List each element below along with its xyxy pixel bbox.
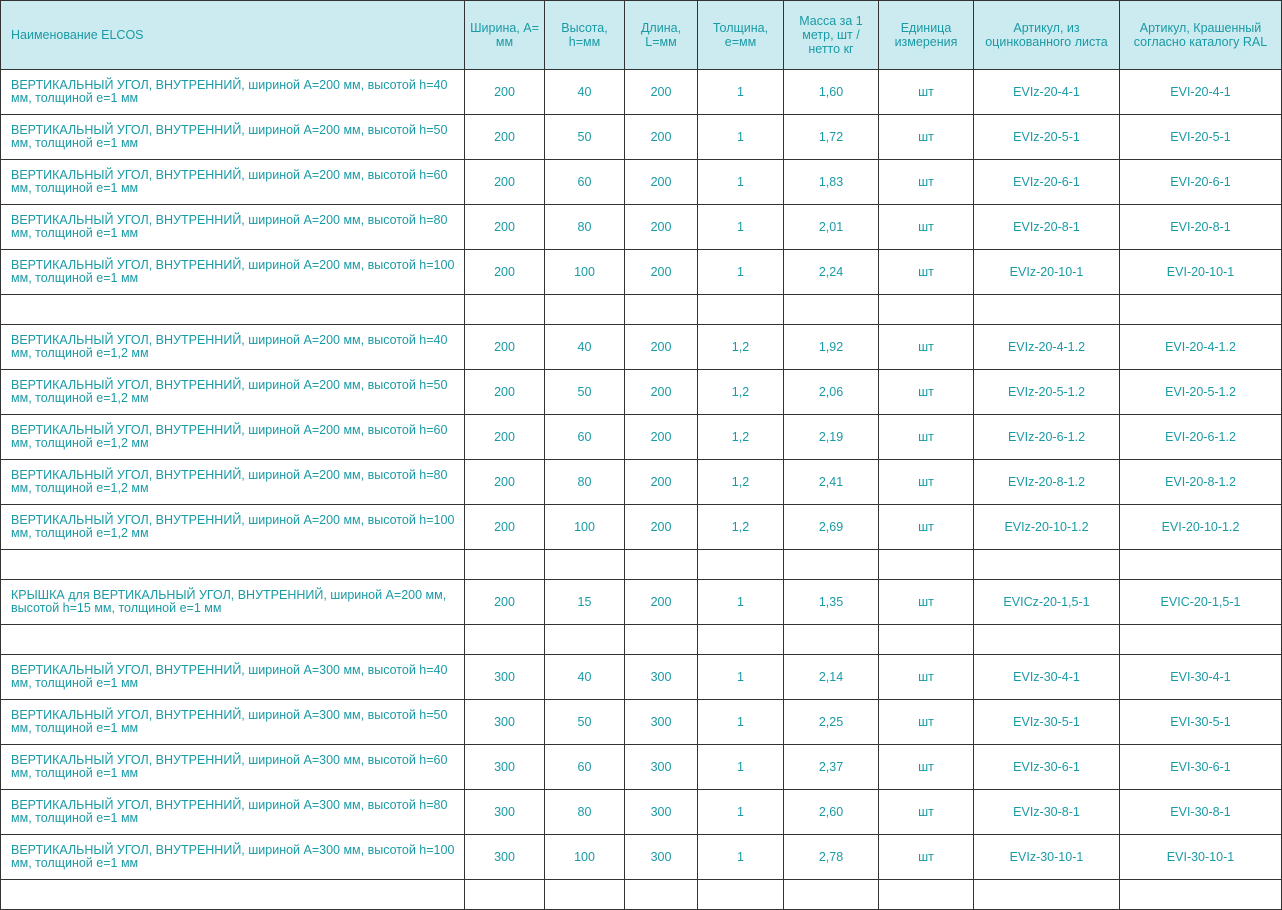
empty-cell <box>465 880 545 910</box>
cell-article-ral: EVI-20-4-1 <box>1120 70 1282 115</box>
cell-name: ВЕРТИКАЛЬНЫЙ УГОЛ, ВНУТРЕННИЙ, шириной А=200 мм, высотой h=40 мм, толщиной е=1 мм <box>1 70 465 115</box>
cell-length: 200 <box>625 370 698 415</box>
empty-cell <box>698 880 784 910</box>
cell-height: 40 <box>545 70 625 115</box>
cell-unit: шт <box>879 70 974 115</box>
cell-thickness: 1,2 <box>698 505 784 550</box>
cell-length: 200 <box>625 325 698 370</box>
cell-length: 300 <box>625 655 698 700</box>
cell-thickness: 1,2 <box>698 460 784 505</box>
cell-height: 100 <box>545 505 625 550</box>
cell-article-ral: EVI-30-8-1 <box>1120 790 1282 835</box>
cell-article-ral: EVI-20-8-1.2 <box>1120 460 1282 505</box>
empty-cell <box>698 625 784 655</box>
cell-thickness: 1,2 <box>698 370 784 415</box>
cell-length: 200 <box>625 205 698 250</box>
cell-article-zinc: EVIz-30-5-1 <box>974 700 1120 745</box>
table-row <box>1 415 1282 460</box>
cell-name: ВЕРТИКАЛЬНЫЙ УГОЛ, ВНУТРЕННИЙ, шириной А=300 мм, высотой h=80 мм, толщиной е=1 мм <box>1 790 465 835</box>
cell-mass: 1,83 <box>784 160 879 205</box>
cell-article-zinc: EVIz-20-10-1.2 <box>974 505 1120 550</box>
cell-thickness: 1 <box>698 580 784 625</box>
spacer-row <box>1 295 1282 325</box>
cell-name: ВЕРТИКАЛЬНЫЙ УГОЛ, ВНУТРЕННИЙ, шириной А=200 мм, высотой h=40 мм, толщиной е=1,2 мм <box>1 325 465 370</box>
table-row <box>1 835 1282 880</box>
cell-width: 200 <box>465 460 545 505</box>
cell-article-ral: EVI-30-4-1 <box>1120 655 1282 700</box>
table-row <box>1 505 1282 550</box>
cell-length: 200 <box>625 250 698 295</box>
header-row <box>1 1 1282 70</box>
cell-width: 300 <box>465 700 545 745</box>
cell-width: 200 <box>465 370 545 415</box>
cell-article-ral: EVI-30-10-1 <box>1120 835 1282 880</box>
empty-cell <box>1 880 465 910</box>
cell-height: 80 <box>545 790 625 835</box>
cell-mass: 2,41 <box>784 460 879 505</box>
cell-name: ВЕРТИКАЛЬНЫЙ УГОЛ, ВНУТРЕННИЙ, шириной А=300 мм, высотой h=40 мм, толщиной е=1 мм <box>1 655 465 700</box>
cell-height: 50 <box>545 370 625 415</box>
table-row <box>1 370 1282 415</box>
cell-unit: шт <box>879 415 974 460</box>
cell-article-zinc: EVIz-20-8-1 <box>974 205 1120 250</box>
cell-length: 200 <box>625 160 698 205</box>
table-row <box>1 580 1282 625</box>
cell-height: 100 <box>545 250 625 295</box>
cell-article-zinc: EVIz-20-6-1.2 <box>974 415 1120 460</box>
empty-cell <box>625 550 698 580</box>
cell-unit: шт <box>879 160 974 205</box>
empty-cell <box>1120 880 1282 910</box>
cell-name: ВЕРТИКАЛЬНЫЙ УГОЛ, ВНУТРЕННИЙ, шириной А=200 мм, высотой h=50 мм, толщиной е=1,2 мм <box>1 370 465 415</box>
empty-cell <box>974 295 1120 325</box>
cell-thickness: 1 <box>698 655 784 700</box>
cell-height: 50 <box>545 700 625 745</box>
cell-article-zinc: EVIz-20-6-1 <box>974 160 1120 205</box>
cell-height: 60 <box>545 745 625 790</box>
cell-article-zinc: EVIz-20-4-1 <box>974 70 1120 115</box>
cell-article-ral: EVI-20-10-1 <box>1120 250 1282 295</box>
cell-width: 200 <box>465 250 545 295</box>
cell-mass: 1,92 <box>784 325 879 370</box>
cell-height: 60 <box>545 415 625 460</box>
cell-unit: шт <box>879 700 974 745</box>
table-header <box>1 1 1282 70</box>
table-row <box>1 250 1282 295</box>
cell-width: 200 <box>465 325 545 370</box>
cell-unit: шт <box>879 505 974 550</box>
spacer-row <box>1 550 1282 580</box>
cell-width: 200 <box>465 205 545 250</box>
cell-thickness: 1 <box>698 115 784 160</box>
cell-article-zinc: EVIz-20-4-1.2 <box>974 325 1120 370</box>
table-row <box>1 70 1282 115</box>
cell-article-ral: EVI-20-5-1.2 <box>1120 370 1282 415</box>
cell-mass: 1,72 <box>784 115 879 160</box>
empty-cell <box>625 295 698 325</box>
empty-cell <box>545 625 625 655</box>
cell-height: 60 <box>545 160 625 205</box>
cell-unit: шт <box>879 745 974 790</box>
empty-cell <box>974 550 1120 580</box>
cell-thickness: 1 <box>698 745 784 790</box>
empty-cell <box>974 625 1120 655</box>
cell-mass: 2,14 <box>784 655 879 700</box>
cell-length: 200 <box>625 505 698 550</box>
cell-thickness: 1,2 <box>698 325 784 370</box>
cell-article-zinc: EVICz-20-1,5-1 <box>974 580 1120 625</box>
cell-name: ВЕРТИКАЛЬНЫЙ УГОЛ, ВНУТРЕННИЙ, шириной А=300 мм, высотой h=50 мм, толщиной е=1 мм <box>1 700 465 745</box>
empty-cell <box>1120 295 1282 325</box>
cell-article-zinc: EVIz-20-5-1.2 <box>974 370 1120 415</box>
cell-width: 300 <box>465 655 545 700</box>
cell-width: 200 <box>465 580 545 625</box>
cell-name: ВЕРТИКАЛЬНЫЙ УГОЛ, ВНУТРЕННИЙ, шириной А=200 мм, высотой h=50 мм, толщиной е=1 мм <box>1 115 465 160</box>
cell-mass: 1,35 <box>784 580 879 625</box>
cell-width: 200 <box>465 160 545 205</box>
cell-height: 100 <box>545 835 625 880</box>
cell-article-zinc: EVIz-20-8-1.2 <box>974 460 1120 505</box>
cell-article-ral: EVI-20-10-1.2 <box>1120 505 1282 550</box>
table-row <box>1 115 1282 160</box>
cell-width: 300 <box>465 835 545 880</box>
table-row <box>1 205 1282 250</box>
cell-height: 50 <box>545 115 625 160</box>
cell-unit: шт <box>879 790 974 835</box>
empty-cell <box>545 550 625 580</box>
empty-cell <box>1 295 465 325</box>
empty-cell <box>465 295 545 325</box>
cell-thickness: 1 <box>698 70 784 115</box>
table-body <box>1 70 1282 910</box>
cell-mass: 2,01 <box>784 205 879 250</box>
cell-mass: 2,19 <box>784 415 879 460</box>
header-name: Наименование ELCOS <box>1 1 465 70</box>
empty-cell <box>698 550 784 580</box>
empty-cell <box>974 880 1120 910</box>
cell-width: 200 <box>465 505 545 550</box>
empty-cell <box>465 625 545 655</box>
table-row <box>1 700 1282 745</box>
cell-mass: 2,78 <box>784 835 879 880</box>
cell-length: 300 <box>625 700 698 745</box>
cell-length: 200 <box>625 415 698 460</box>
cell-article-zinc: EVIz-30-4-1 <box>974 655 1120 700</box>
table-row <box>1 790 1282 835</box>
header-thickness: Толщина, е=мм <box>698 1 784 70</box>
empty-cell <box>625 625 698 655</box>
empty-cell <box>698 295 784 325</box>
cell-thickness: 1 <box>698 790 784 835</box>
cell-name: ВЕРТИКАЛЬНЫЙ УГОЛ, ВНУТРЕННИЙ, шириной А=200 мм, высотой h=80 мм, толщиной е=1 мм <box>1 205 465 250</box>
cell-thickness: 1 <box>698 250 784 295</box>
empty-cell <box>545 880 625 910</box>
cell-thickness: 1 <box>698 835 784 880</box>
cell-unit: шт <box>879 115 974 160</box>
table-row <box>1 160 1282 205</box>
cell-article-zinc: EVIz-30-10-1 <box>974 835 1120 880</box>
cell-unit: шт <box>879 205 974 250</box>
cell-thickness: 1,2 <box>698 415 784 460</box>
cell-unit: шт <box>879 655 974 700</box>
cell-unit: шт <box>879 580 974 625</box>
cell-unit: шт <box>879 325 974 370</box>
cell-article-zinc: EVIz-30-6-1 <box>974 745 1120 790</box>
empty-cell <box>545 295 625 325</box>
empty-cell <box>1120 625 1282 655</box>
cell-length: 300 <box>625 790 698 835</box>
cell-name: ВЕРТИКАЛЬНЫЙ УГОЛ, ВНУТРЕННИЙ, шириной А=200 мм, высотой h=60 мм, толщиной е=1 мм <box>1 160 465 205</box>
cell-mass: 2,60 <box>784 790 879 835</box>
cell-name: ВЕРТИКАЛЬНЫЙ УГОЛ, ВНУТРЕННИЙ, шириной А=200 мм, высотой h=100 мм, толщиной е=1 мм <box>1 250 465 295</box>
empty-cell <box>784 295 879 325</box>
cell-unit: шт <box>879 370 974 415</box>
empty-cell <box>879 625 974 655</box>
empty-cell <box>465 550 545 580</box>
cell-length: 200 <box>625 460 698 505</box>
empty-cell <box>879 550 974 580</box>
empty-row <box>1 880 1282 910</box>
header-article-ral: Артикул, Крашенный согласно каталогу RAL <box>1120 1 1282 70</box>
cell-width: 200 <box>465 115 545 160</box>
cell-height: 40 <box>545 325 625 370</box>
cell-length: 200 <box>625 115 698 160</box>
cell-mass: 2,25 <box>784 700 879 745</box>
table-row <box>1 655 1282 700</box>
cell-article-zinc: EVIz-30-8-1 <box>974 790 1120 835</box>
empty-cell <box>1 625 465 655</box>
cell-name: ВЕРТИКАЛЬНЫЙ УГОЛ, ВНУТРЕННИЙ, шириной А=200 мм, высотой h=80 мм, толщиной е=1,2 мм <box>1 460 465 505</box>
cell-mass: 2,37 <box>784 745 879 790</box>
empty-cell <box>784 625 879 655</box>
cell-name: ВЕРТИКАЛЬНЫЙ УГОЛ, ВНУТРЕННИЙ, шириной А=200 мм, высотой h=100 мм, толщиной е=1,2 мм <box>1 505 465 550</box>
cell-name: КРЫШКА для ВЕРТИКАЛЬНЫЙ УГОЛ, ВНУТРЕННИЙ, шириной А=200 мм, высотой h=15 мм, толщиной е=1 мм <box>1 580 465 625</box>
cell-article-ral: EVI-20-6-1.2 <box>1120 415 1282 460</box>
cell-length: 300 <box>625 745 698 790</box>
table-row <box>1 460 1282 505</box>
cell-article-ral: EVI-30-6-1 <box>1120 745 1282 790</box>
cell-mass: 2,06 <box>784 370 879 415</box>
cell-length: 300 <box>625 835 698 880</box>
cell-thickness: 1 <box>698 700 784 745</box>
cell-mass: 2,24 <box>784 250 879 295</box>
cell-width: 300 <box>465 745 545 790</box>
cell-width: 300 <box>465 790 545 835</box>
empty-cell <box>879 880 974 910</box>
empty-cell <box>1 550 465 580</box>
cell-article-ral: EVI-20-5-1 <box>1120 115 1282 160</box>
spacer-row <box>1 625 1282 655</box>
cell-height: 80 <box>545 460 625 505</box>
cell-width: 200 <box>465 415 545 460</box>
header-height: Высота, h=мм <box>545 1 625 70</box>
cell-width: 200 <box>465 70 545 115</box>
cell-mass: 1,60 <box>784 70 879 115</box>
table-row <box>1 745 1282 790</box>
empty-cell <box>784 550 879 580</box>
cell-length: 200 <box>625 580 698 625</box>
empty-cell <box>784 880 879 910</box>
header-unit: Единица измерения <box>879 1 974 70</box>
header-article-zinc: Артикул, из оцинкованного листа <box>974 1 1120 70</box>
cell-article-zinc: EVIz-20-10-1 <box>974 250 1120 295</box>
header-length: Длина, L=мм <box>625 1 698 70</box>
cell-height: 40 <box>545 655 625 700</box>
cell-article-ral: EVI-20-6-1 <box>1120 160 1282 205</box>
cell-name: ВЕРТИКАЛЬНЫЙ УГОЛ, ВНУТРЕННИЙ, шириной А=300 мм, высотой h=100 мм, толщиной е=1 мм <box>1 835 465 880</box>
cell-height: 80 <box>545 205 625 250</box>
cell-article-ral: EVI-30-5-1 <box>1120 700 1282 745</box>
header-width: Ширина, А= мм <box>465 1 545 70</box>
cell-height: 15 <box>545 580 625 625</box>
cell-article-zinc: EVIz-20-5-1 <box>974 115 1120 160</box>
cell-unit: шт <box>879 835 974 880</box>
cell-article-ral: EVI-20-8-1 <box>1120 205 1282 250</box>
cell-length: 200 <box>625 70 698 115</box>
cell-unit: шт <box>879 250 974 295</box>
empty-cell <box>1120 550 1282 580</box>
cell-unit: шт <box>879 460 974 505</box>
empty-cell <box>625 880 698 910</box>
empty-cell <box>879 295 974 325</box>
cell-thickness: 1 <box>698 160 784 205</box>
cell-article-ral: EVI-20-4-1.2 <box>1120 325 1282 370</box>
header-mass: Масса за 1 метр, шт / нетто кг <box>784 1 879 70</box>
cell-mass: 2,69 <box>784 505 879 550</box>
cell-name: ВЕРТИКАЛЬНЫЙ УГОЛ, ВНУТРЕННИЙ, шириной А=300 мм, высотой h=60 мм, толщиной е=1 мм <box>1 745 465 790</box>
cell-thickness: 1 <box>698 205 784 250</box>
cell-article-ral: EVIC-20-1,5-1 <box>1120 580 1282 625</box>
cell-name: ВЕРТИКАЛЬНЫЙ УГОЛ, ВНУТРЕННИЙ, шириной А=200 мм, высотой h=60 мм, толщиной е=1,2 мм <box>1 415 465 460</box>
table-row <box>1 325 1282 370</box>
